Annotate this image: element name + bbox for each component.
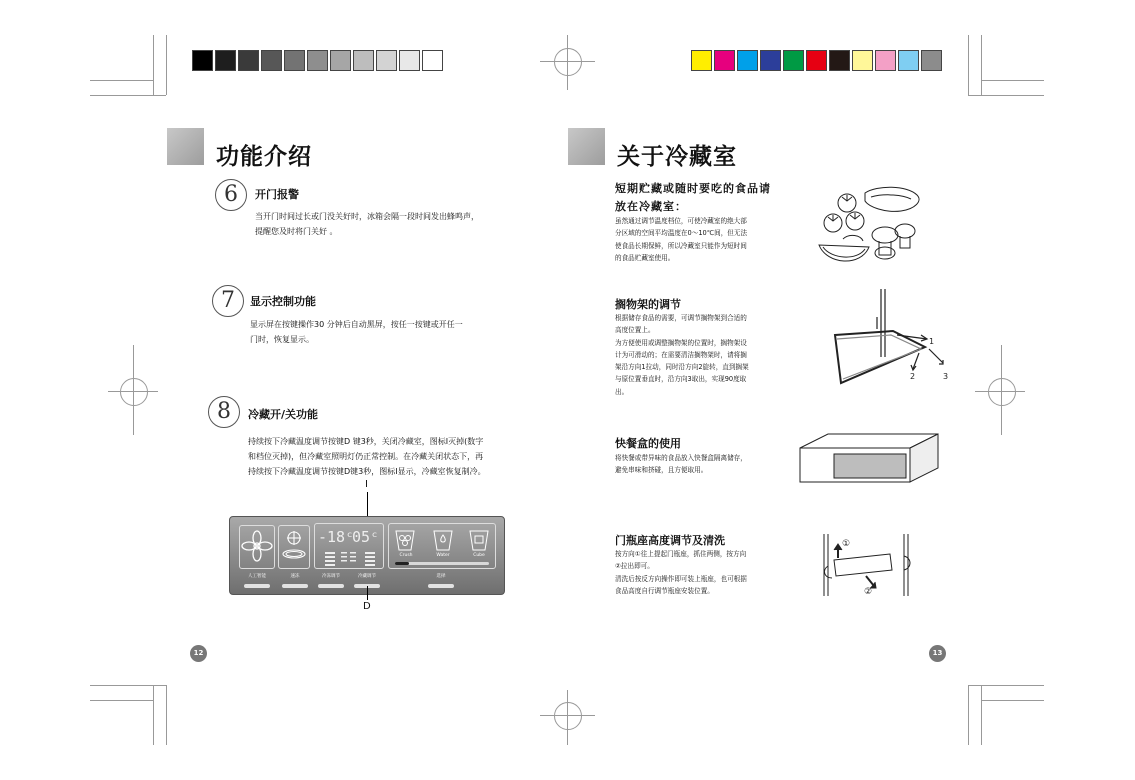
- gray-bar-swatch: [422, 50, 443, 71]
- block-text-shelf-adjust: 根据储存食品的需要，可调节搁物架到合适的 高度位置上。 为方便使用或调整搁物架的位置时，搁物架设 计为可滑动的；在需要清洁搁物架时，请将搁 架沿方向1拉动，同时沿方向2旋转，直到搁架 与原位置垂直时，沿方向3取出，实现90度取 出。: [615, 314, 749, 396]
- page-number-right: 13: [929, 645, 946, 662]
- block-title-short-storage: 短期贮藏或随时要吃的食品请 放在冷藏室：: [615, 182, 771, 213]
- level-bars-icon: [325, 552, 381, 566]
- color-bar-swatch: [714, 50, 735, 71]
- feature-title-door-alarm: 开门报警: [255, 188, 299, 201]
- color-bar-swatch: [921, 50, 942, 71]
- shelf-label-3: 3: [943, 372, 949, 381]
- freezer-temp-display: -18ᶜ: [318, 528, 355, 546]
- bottle-label-1: ①: [842, 539, 851, 549]
- icon-label-cube: Cube: [473, 553, 485, 558]
- panel-box-ice: [388, 523, 496, 569]
- block-text-snack-box: 将快餐或带异味的食品放入快餐盒隔离储存， 避免串味和挤碰，且方便取用。: [615, 454, 747, 475]
- gray-bar-swatch: [192, 50, 213, 71]
- crushed-ice-icon: [393, 528, 417, 552]
- flower-icon: [240, 526, 274, 566]
- block-title-shelf-adjust: 搁物架的调节: [615, 298, 681, 311]
- water-icon: [431, 528, 455, 552]
- block-text-short-storage: 虽然通过调节温度档位，可使冷藏室的绝大部 分区域的空间平均温度在0～10℃间，但无法 使食品长期保鲜，所以冷藏室只能作为短时间 的食品贮藏室使用。: [615, 217, 748, 262]
- crosshair-top: [554, 48, 582, 76]
- page-title-right: 关于冷藏室: [617, 144, 737, 170]
- block-title-snack-box: 快餐盒的使用: [615, 437, 681, 450]
- panel-button-ai: [244, 584, 270, 588]
- button-label-freezer-adjust: 冷冻调节: [322, 574, 340, 579]
- panel-button-quickfreeze: [282, 584, 308, 588]
- gray-bar-swatch: [376, 50, 397, 71]
- gray-bar-swatch: [330, 50, 351, 71]
- color-bar-swatch: [691, 50, 712, 71]
- leader-line-D: [367, 586, 368, 600]
- color-bar-swatch: [783, 50, 804, 71]
- panel-button-freezer-adjust: [318, 584, 344, 588]
- button-label-quickfreeze: 速冻: [290, 574, 300, 579]
- gray-bar-swatch: [399, 50, 420, 71]
- ice-selector-active: [395, 562, 409, 565]
- section-marker-left: [167, 128, 204, 165]
- gray-bar-swatch: [261, 50, 282, 71]
- icon-label-crush: Crush: [399, 553, 413, 558]
- panel-button-select: [428, 584, 454, 588]
- gray-bar-swatch: [307, 50, 328, 71]
- feature-title-display-control: 显示控制功能: [250, 295, 316, 308]
- color-bar-swatch: [737, 50, 758, 71]
- gray-bar-swatch: [353, 50, 374, 71]
- gray-bar-swatch: [284, 50, 305, 71]
- icon-label-water: Water: [436, 553, 450, 558]
- label-I: I: [365, 479, 368, 490]
- food-illustration: [815, 183, 925, 269]
- section-marker-right: [568, 128, 605, 165]
- color-bar-swatch: [760, 50, 781, 71]
- crosshair-right: [988, 378, 1016, 406]
- block-title-bottle-holder: 门瓶座高度调节及清洗: [615, 534, 725, 547]
- color-bar-swatch: [829, 50, 850, 71]
- crosshair-left: [120, 378, 148, 406]
- control-panel-diagram: [229, 516, 505, 595]
- feature-number-8: 8: [208, 396, 240, 428]
- color-bar-swatch: [852, 50, 873, 71]
- ice-selector-bar: [395, 562, 489, 565]
- feature-text-fridge-onoff: 持续按下冷藏温度调节按键D 键3秒，关闭冷藏室，图标I灭掉(数字 和档位灭掉)，但冷藏室照明灯仍正常控制。在冷藏关闭状态下，再 持续按下冷藏温度调节按键D键3秒，图标I显示，冷藏室恢复制冷。: [248, 437, 486, 476]
- bottle-holder-diagram: [820, 532, 912, 598]
- snack-box-diagram: [798, 432, 940, 488]
- gray-bar-swatch: [238, 50, 259, 71]
- feature-text-display-control: 显示屏在按键操作30 分钟后自动黑屏，按任一按键或开任一 门时，恢复显示。: [250, 320, 463, 344]
- feature-title-fridge-onoff: 冷藏开/关功能: [248, 408, 319, 421]
- label-D: D: [363, 601, 371, 612]
- page-title-left: 功能介绍: [216, 144, 312, 170]
- crosshair-bottom: [554, 702, 582, 730]
- color-bar-swatch: [898, 50, 919, 71]
- snowflake-icon: [279, 526, 309, 566]
- shelf-label-1: 1: [929, 337, 935, 346]
- page-number-left: 12: [190, 645, 207, 662]
- feature-text-door-alarm: 当开门时间过长或门没关好时，冰箱会隔一段时间发出蜂鸣声， 提醒您及时将门关好 。: [255, 212, 479, 236]
- color-bar-swatch: [806, 50, 827, 71]
- shelf-label-2: 2: [910, 372, 916, 381]
- button-label-ai: 人工智能: [248, 574, 266, 579]
- block-text-bottle-holder: 按方向①往上提起门瓶座，抓住两侧，按方向 ②拉出即可。 清洗后按反方向操作即可装上瓶座，也可根据 食品高度自行调节瓶座安装位置。: [615, 550, 747, 595]
- panel-box-ai: [239, 525, 275, 569]
- bottle-label-2: ②: [864, 587, 873, 597]
- ice-cube-icon: [467, 528, 491, 552]
- panel-box-quickfreeze: [278, 525, 310, 569]
- button-label-fridge-adjust: 冷藏调节: [358, 574, 376, 579]
- gray-bar-swatch: [215, 50, 236, 71]
- color-bar-swatch: [875, 50, 896, 71]
- button-label-select: 选择: [436, 574, 446, 579]
- shelf-diagram: [825, 287, 955, 387]
- feature-number-7: 7: [212, 285, 244, 317]
- fridge-temp-display: 05ᶜ: [352, 528, 380, 546]
- feature-number-6: 6: [215, 179, 247, 211]
- panel-box-display: [314, 523, 384, 569]
